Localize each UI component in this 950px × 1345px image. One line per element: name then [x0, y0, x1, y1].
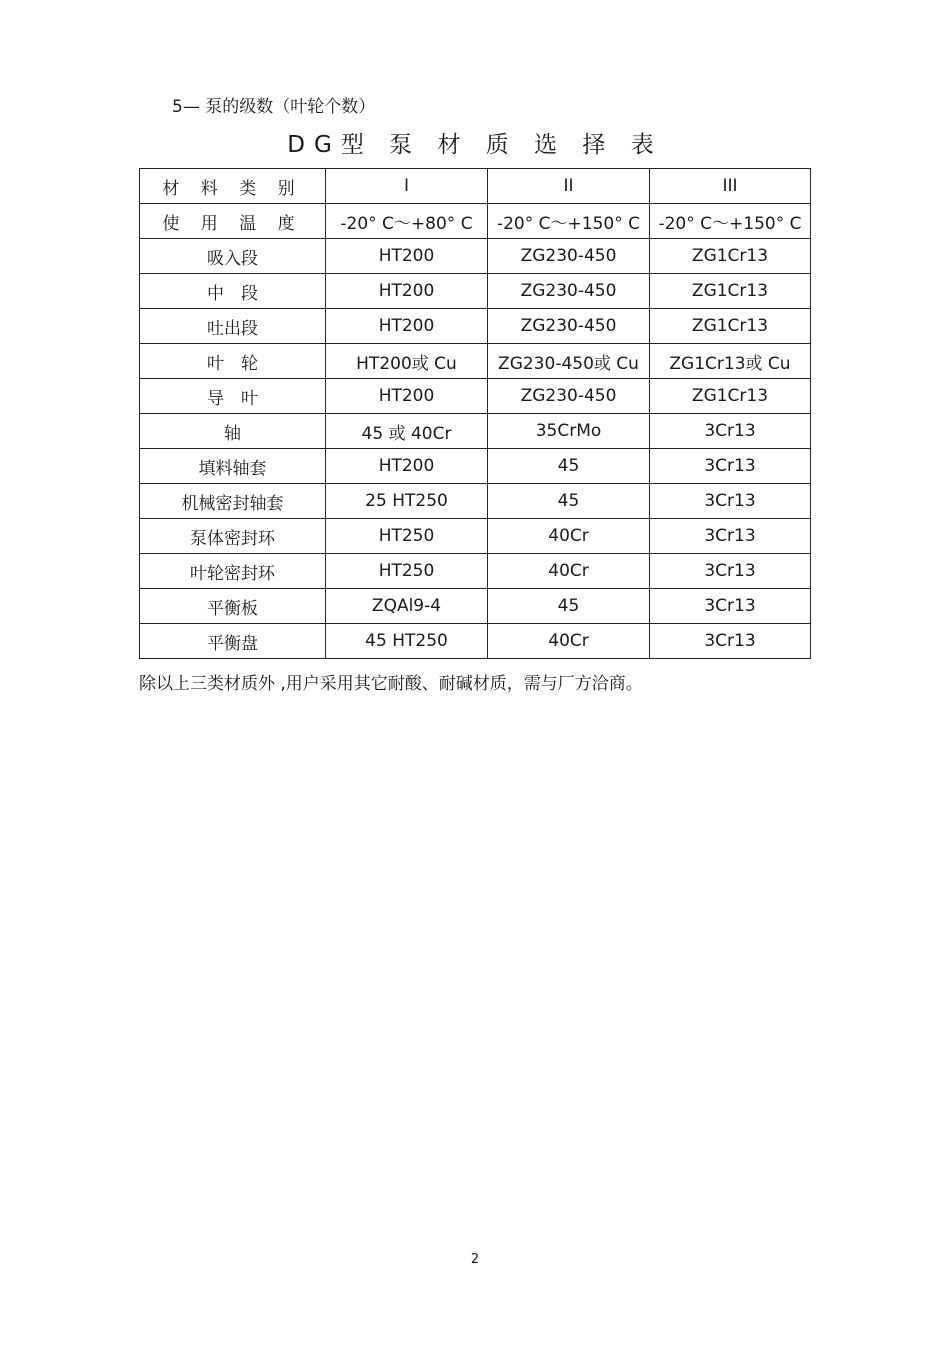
intro-line: 5— 泵的级数（叶轮个数）	[172, 97, 376, 117]
header-cell-class-2: II	[488, 169, 650, 204]
temperature-row	[140, 204, 811, 239]
table-cell: -20° C～+150° C	[650, 204, 811, 239]
row-label: 吐出段	[140, 309, 326, 344]
table-cell: ZG230-450或 Cu	[488, 344, 650, 379]
table-cell: ZG230-450	[488, 309, 650, 344]
table-cell: HT250	[326, 554, 488, 589]
table-cell: HT200或 Cu	[326, 344, 488, 379]
table-row	[140, 414, 811, 449]
row-label: 轴	[140, 414, 326, 449]
table-cell: HT250	[326, 519, 488, 554]
table-cell: 45	[488, 589, 650, 624]
table-cell: 3Cr13	[650, 484, 811, 519]
table-cell: 40Cr	[488, 519, 650, 554]
table-row	[140, 484, 811, 519]
table-row	[140, 519, 811, 554]
table-cell: 3Cr13	[650, 519, 811, 554]
table-cell: 3Cr13	[650, 449, 811, 484]
row-label: 机械密封轴套	[140, 484, 326, 519]
table-cell: 45	[488, 484, 650, 519]
table-cell: 45 或 40Cr	[326, 414, 488, 449]
page-title: DG型 泵 材 质 选 择 表	[287, 132, 663, 158]
table-row	[140, 344, 811, 379]
table-cell: HT200	[326, 274, 488, 309]
table-cell: 35CrMo	[488, 414, 650, 449]
table-cell: -20° C～+150° C	[488, 204, 650, 239]
table-row	[140, 449, 811, 484]
table-row	[140, 309, 811, 344]
table-cell: 25 HT250	[326, 484, 488, 519]
table-row	[140, 554, 811, 589]
table-row	[140, 274, 811, 309]
table-cell: HT200	[326, 449, 488, 484]
table-cell: 40Cr	[488, 624, 650, 659]
table-cell: -20° C～+80° C	[326, 204, 488, 239]
row-label: 填料轴套	[140, 449, 326, 484]
table-cell: ZG1Cr13或 Cu	[650, 344, 811, 379]
table-cell: ZG1Cr13	[650, 379, 811, 414]
table-cell: HT200	[326, 379, 488, 414]
table-row	[140, 239, 811, 274]
table-cell: ZG230-450	[488, 239, 650, 274]
table-cell: 3Cr13	[650, 624, 811, 659]
table-cell: ZG230-450	[488, 274, 650, 309]
table-row	[140, 624, 811, 659]
table-cell: 40Cr	[488, 554, 650, 589]
header-cell-class-3: III	[650, 169, 811, 204]
table-header-row	[140, 169, 811, 204]
table-cell: HT200	[326, 239, 488, 274]
footnote: 除以上三类材质外 ,用户采用其它耐酸、耐碱材质，需与厂方洽商。	[139, 674, 643, 694]
row-label: 平衡板	[140, 589, 326, 624]
table-row	[140, 589, 811, 624]
table-cell: HT200	[326, 309, 488, 344]
table-row	[140, 379, 811, 414]
table-cell: 45 HT250	[326, 624, 488, 659]
table-cell: ZG1Cr13	[650, 239, 811, 274]
row-label: 吸入段	[140, 239, 326, 274]
table-cell: ZG1Cr13	[650, 309, 811, 344]
table-cell: 3Cr13	[650, 589, 811, 624]
material-selection-table	[139, 168, 811, 659]
row-label: 泵体密封环	[140, 519, 326, 554]
row-label: 平衡盘	[140, 624, 326, 659]
table-cell: 3Cr13	[650, 414, 811, 449]
row-label: 中 段	[140, 274, 326, 309]
table-cell: 3Cr13	[650, 554, 811, 589]
table-cell: ZG1Cr13	[650, 274, 811, 309]
row-label: 叶 轮	[140, 344, 326, 379]
page-number: 2	[470, 1252, 480, 1267]
row-label: 叶轮密封环	[140, 554, 326, 589]
row-label: 导 叶	[140, 379, 326, 414]
table-cell: ZQAl9-4	[326, 589, 488, 624]
header-cell-class-1: I	[326, 169, 488, 204]
row-label: 使 用 温 度	[140, 204, 326, 239]
table-cell: ZG230-450	[488, 379, 650, 414]
header-cell-category: 材 料 类 别	[140, 169, 326, 204]
table-cell: 45	[488, 449, 650, 484]
